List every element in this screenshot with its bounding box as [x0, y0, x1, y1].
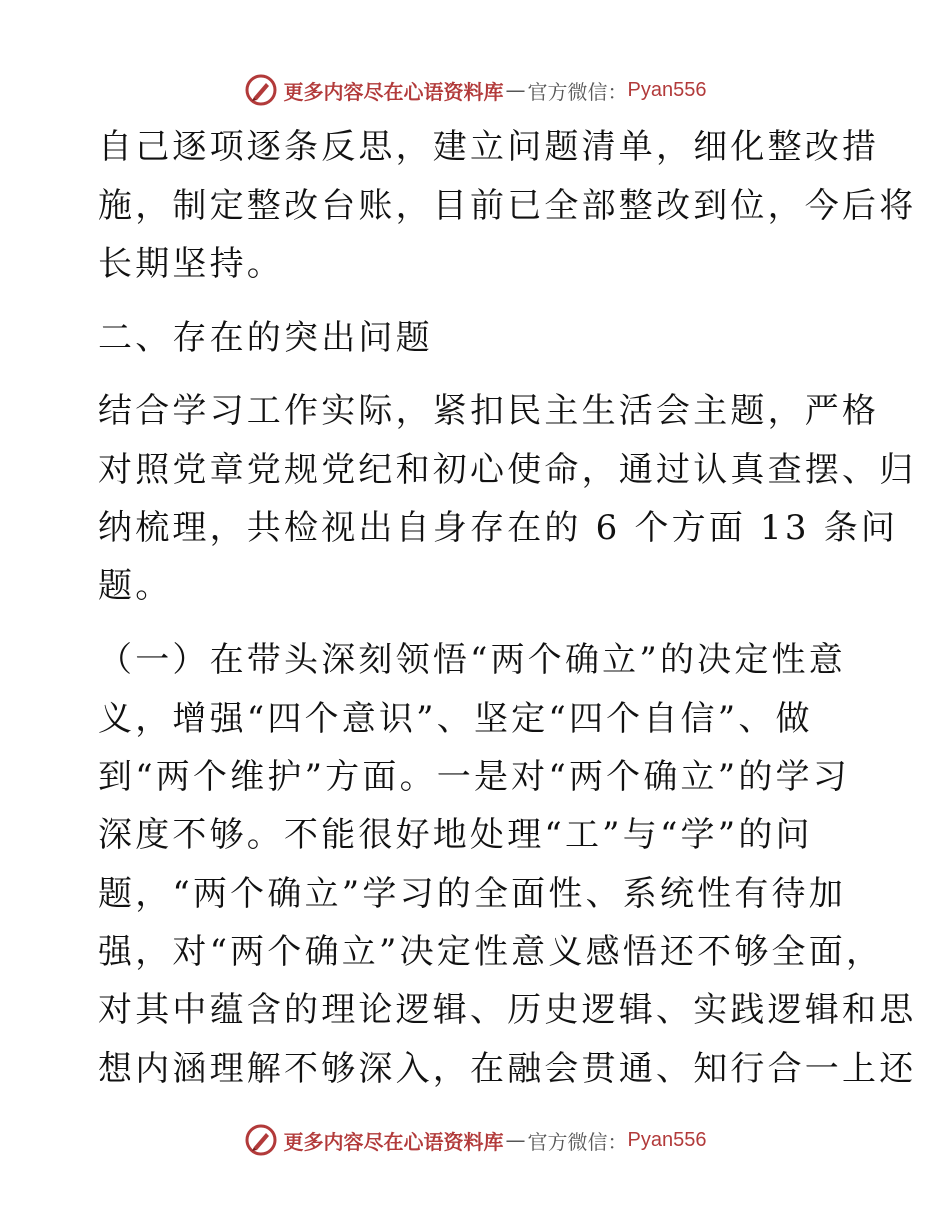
body-text-line: 纳梳理，共检视出自身存在的 6 个方面 13 条问: [98, 508, 899, 548]
pen-circle-icon: [244, 73, 278, 107]
body-text-line: 长期坚持。: [98, 244, 284, 284]
body-text-line: 深度不够。不能很好地处理“工”与“学”的问: [98, 815, 813, 855]
body-text-line: 想内涵理解不够深入，在融会贯通、知行合一上还: [98, 1049, 917, 1089]
watermark-brand-text: 更多内容尽在心语资料库: [283, 1129, 504, 1154]
header-watermark-banner: [0, 70, 950, 110]
watermark-separator: —: [505, 78, 526, 102]
body-text-line: 义，增强“四个意识”、坚定“四个自信”、做: [98, 699, 813, 739]
watermark-brand-text: 更多内容尽在心语资料库: [283, 79, 504, 104]
watermark-official-label: 官方微信：: [527, 1129, 628, 1154]
body-text-line: 对其中蕴含的理论逻辑、历史逻辑、实践逻辑和思: [98, 990, 917, 1030]
watermark-wechat-id: Pyan556: [627, 1128, 707, 1151]
body-text-line: 题，“两个确立”学习的全面性、系统性有待加: [98, 874, 846, 914]
watermark-wechat-id: Pyan556: [627, 78, 707, 101]
watermark-official-label: 官方微信：: [527, 79, 628, 104]
body-text-line: 施，制定整改台账，目前已全部整改到位，今后将: [98, 186, 917, 226]
watermark-separator: —: [505, 1128, 526, 1152]
body-text-line: 强，对“两个确立”决定性意义感悟还不够全面，: [98, 932, 884, 972]
section-heading: 二、存在的突出问题: [98, 318, 433, 358]
pen-circle-icon: [244, 1123, 278, 1157]
body-text-line: 结合学习工作实际，紧扣民主生活会主题，严格: [98, 391, 880, 431]
body-text-line: （一）在带头深刻领悟“两个确立”的决定性意: [98, 640, 846, 680]
body-text-line: 到“两个维护”方面。一是对“两个确立”的学习: [98, 757, 850, 797]
body-text-line: 对照党章党规党纪和初心使命，通过认真查摆、归: [98, 450, 917, 490]
footer-watermark-banner: [0, 1120, 950, 1160]
body-text-line: 题。: [98, 566, 173, 606]
body-text-line: 自己逐项逐条反思，建立问题清单，细化整改措: [98, 127, 880, 167]
